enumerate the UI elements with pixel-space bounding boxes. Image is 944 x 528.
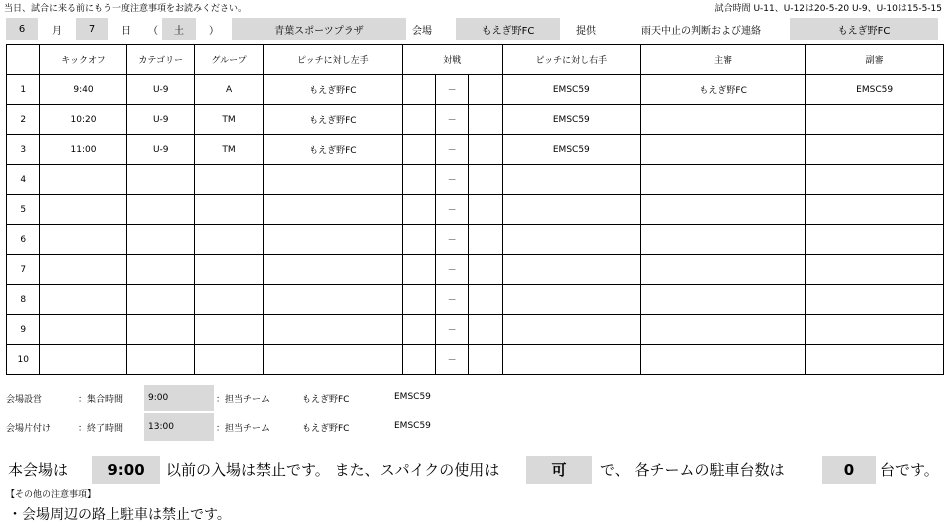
- category: [127, 315, 194, 345]
- header-right-team: ピッチに対し右手: [502, 45, 640, 75]
- referee: [641, 135, 806, 165]
- venue-label: 会場: [412, 25, 432, 37]
- assistant-referee: [806, 345, 944, 375]
- referee: [641, 195, 806, 225]
- table-row: [7, 255, 944, 285]
- table-row: [7, 345, 944, 375]
- referee: [641, 225, 806, 255]
- referee: [641, 285, 806, 315]
- assistant-referee: [806, 225, 944, 255]
- referee: [641, 345, 806, 375]
- table-row: [7, 225, 944, 255]
- assistant-referee: [806, 195, 944, 225]
- paren-open: （: [148, 25, 158, 37]
- group: A: [194, 75, 263, 105]
- day-value: 7: [76, 18, 108, 40]
- match-time-note: 試合時間 U-11、U-12は20-5-20 U-9、U-10は15-5-15: [714, 4, 942, 14]
- match-number: 7: [7, 255, 40, 285]
- kickoff-time: [40, 285, 127, 315]
- vs-left-box: [402, 195, 435, 225]
- right-team: [502, 165, 640, 195]
- right-team: EMSC59: [502, 105, 640, 135]
- venue-name: 青葉スポーツプラザ: [232, 18, 406, 40]
- setup-time-label: ：集合時間: [78, 395, 124, 405]
- setup-time: 9:00: [144, 385, 214, 411]
- assistant-referee: [806, 105, 944, 135]
- referee: [641, 315, 806, 345]
- table-row: [7, 195, 944, 225]
- match-number: 4: [7, 165, 40, 195]
- left-team: もえぎ野FC: [264, 105, 402, 135]
- month-unit: 月: [52, 25, 62, 37]
- match-number: 6: [7, 225, 40, 255]
- table-row: [7, 315, 944, 345]
- day-unit: 日: [121, 25, 131, 37]
- table-row: [7, 285, 944, 315]
- left-team: [264, 315, 402, 345]
- vs-separator: －: [435, 225, 468, 255]
- setup-label: 会場設営: [6, 395, 43, 405]
- kickoff-time: [40, 345, 127, 375]
- table-row: [7, 135, 944, 165]
- parking-count: 0: [822, 456, 876, 484]
- kickoff-time: 11:00: [40, 135, 127, 165]
- left-team: [264, 165, 402, 195]
- notice-part-3: で、 各チームの駐車台数は: [600, 461, 785, 479]
- cleanup-time-label: ：終了時間: [78, 424, 124, 434]
- vs-right-box: [469, 255, 502, 285]
- group: [194, 255, 263, 285]
- category: U-9: [127, 105, 194, 135]
- setup-team-label: ：担当チーム: [216, 395, 271, 405]
- vs-left-box: [402, 315, 435, 345]
- referee: もえぎ野FC: [641, 75, 806, 105]
- provider-label: 提供: [576, 25, 596, 37]
- vs-left-box: [402, 285, 435, 315]
- group: [194, 345, 263, 375]
- match-number: 9: [7, 315, 40, 345]
- kickoff-time: 9:40: [40, 75, 127, 105]
- schedule-table: [6, 44, 944, 375]
- vs-left-box: [402, 225, 435, 255]
- assistant-referee: [806, 315, 944, 345]
- vs-separator: －: [435, 75, 468, 105]
- right-team: [502, 195, 640, 225]
- vs-separator: －: [435, 255, 468, 285]
- setup-team-1: もえぎ野FC: [302, 395, 350, 405]
- notice-part-4: 台です。: [880, 461, 939, 479]
- category: [127, 195, 194, 225]
- vs-right-box: [469, 345, 502, 375]
- right-team: [502, 315, 640, 345]
- left-team: [264, 255, 402, 285]
- header-category: カテゴリー: [127, 45, 194, 75]
- kickoff-time: [40, 195, 127, 225]
- match-number: 3: [7, 135, 40, 165]
- notice-line: [8, 456, 944, 484]
- header-referee: 主審: [641, 45, 806, 75]
- spike-allowed: 可: [526, 456, 592, 484]
- kickoff-time: 10:20: [40, 105, 127, 135]
- vs-right-box: [469, 315, 502, 345]
- weekday-value: 土: [162, 18, 196, 40]
- vs-left-box: [402, 345, 435, 375]
- table-header-row: [7, 45, 944, 75]
- vs-right-box: [469, 75, 502, 105]
- vs-right-box: [469, 285, 502, 315]
- vs-separator: －: [435, 345, 468, 375]
- rule-item: ・会場周辺の路上駐車は禁止です。: [8, 507, 231, 523]
- rain-contact: もえぎ野FC: [790, 18, 938, 40]
- header-kickoff: キックオフ: [40, 45, 127, 75]
- other-notes-heading: 【その他の注意事項】: [6, 490, 97, 500]
- match-number: 1: [7, 75, 40, 105]
- table-row: [7, 75, 944, 105]
- category: U-9: [127, 135, 194, 165]
- match-number: 10: [7, 345, 40, 375]
- group: [194, 315, 263, 345]
- vs-separator: －: [435, 285, 468, 315]
- cleanup-time: 13:00: [144, 413, 214, 441]
- vs-left-box: [402, 105, 435, 135]
- vs-right-box: [469, 225, 502, 255]
- left-team: [264, 225, 402, 255]
- left-team: [264, 285, 402, 315]
- kickoff-time: [40, 255, 127, 285]
- assistant-referee: EMSC59: [806, 75, 944, 105]
- assistant-referee: [806, 255, 944, 285]
- header-group: グループ: [194, 45, 263, 75]
- cleanup-label: 会場片付け: [6, 424, 52, 434]
- table-row: [7, 165, 944, 195]
- vs-left-box: [402, 165, 435, 195]
- category: [127, 345, 194, 375]
- left-team: もえぎ野FC: [264, 75, 402, 105]
- group: TM: [194, 105, 263, 135]
- referee: [641, 255, 806, 285]
- vs-right-box: [469, 195, 502, 225]
- header-versus: 対戦: [402, 45, 502, 75]
- right-team: EMSC59: [502, 135, 640, 165]
- setup-team-2: EMSC59: [394, 392, 431, 402]
- category: U-9: [127, 75, 194, 105]
- vs-left-box: [402, 135, 435, 165]
- vs-right-box: [469, 105, 502, 135]
- right-team: EMSC59: [502, 75, 640, 105]
- category: [127, 255, 194, 285]
- right-team: [502, 345, 640, 375]
- category: [127, 225, 194, 255]
- kickoff-time: [40, 165, 127, 195]
- match-number: 8: [7, 285, 40, 315]
- vs-separator: －: [435, 315, 468, 345]
- referee: [641, 165, 806, 195]
- left-team: [264, 345, 402, 375]
- group: [194, 165, 263, 195]
- vs-left-box: [402, 255, 435, 285]
- header-left-team: ピッチに対し左手: [264, 45, 402, 75]
- assistant-referee: [806, 285, 944, 315]
- notice-part-1: 本会場は: [8, 461, 69, 479]
- right-team: [502, 285, 640, 315]
- top-note: 当日、試合に来る前にもう一度注意事項をお読みください。: [4, 4, 248, 14]
- cleanup-team-label: ：担当チーム: [216, 424, 271, 434]
- rain-cancel-label: 雨天中止の判断および連絡: [641, 25, 761, 37]
- right-team: [502, 225, 640, 255]
- vs-left-box: [402, 75, 435, 105]
- referee: [641, 105, 806, 135]
- paren-close: ）: [209, 25, 219, 37]
- kickoff-time: [40, 315, 127, 345]
- right-team: [502, 255, 640, 285]
- vs-right-box: [469, 165, 502, 195]
- cleanup-team-2: EMSC59: [394, 421, 431, 431]
- group: TM: [194, 135, 263, 165]
- group: [194, 285, 263, 315]
- provider-name: もえぎ野FC: [456, 18, 560, 40]
- header-no: [7, 45, 40, 75]
- entry-time: 9:00: [92, 456, 160, 484]
- group: [194, 225, 263, 255]
- header-assistant: 副審: [806, 45, 944, 75]
- category: [127, 285, 194, 315]
- left-team: [264, 195, 402, 225]
- cleanup-team-1: もえぎ野FC: [302, 424, 350, 434]
- vs-separator: －: [435, 195, 468, 225]
- notice-part-2: 以前の入場は禁止です。 また、スパイクの使用は: [166, 461, 500, 479]
- assistant-referee: [806, 165, 944, 195]
- vs-separator: －: [435, 165, 468, 195]
- match-number: 2: [7, 105, 40, 135]
- kickoff-time: [40, 225, 127, 255]
- vs-right-box: [469, 135, 502, 165]
- month-value: 6: [6, 18, 38, 40]
- category: [127, 165, 194, 195]
- left-team: もえぎ野FC: [264, 135, 402, 165]
- vs-separator: －: [435, 105, 468, 135]
- assistant-referee: [806, 135, 944, 165]
- match-number: 5: [7, 195, 40, 225]
- table-row: [7, 105, 944, 135]
- vs-separator: －: [435, 135, 468, 165]
- group: [194, 195, 263, 225]
